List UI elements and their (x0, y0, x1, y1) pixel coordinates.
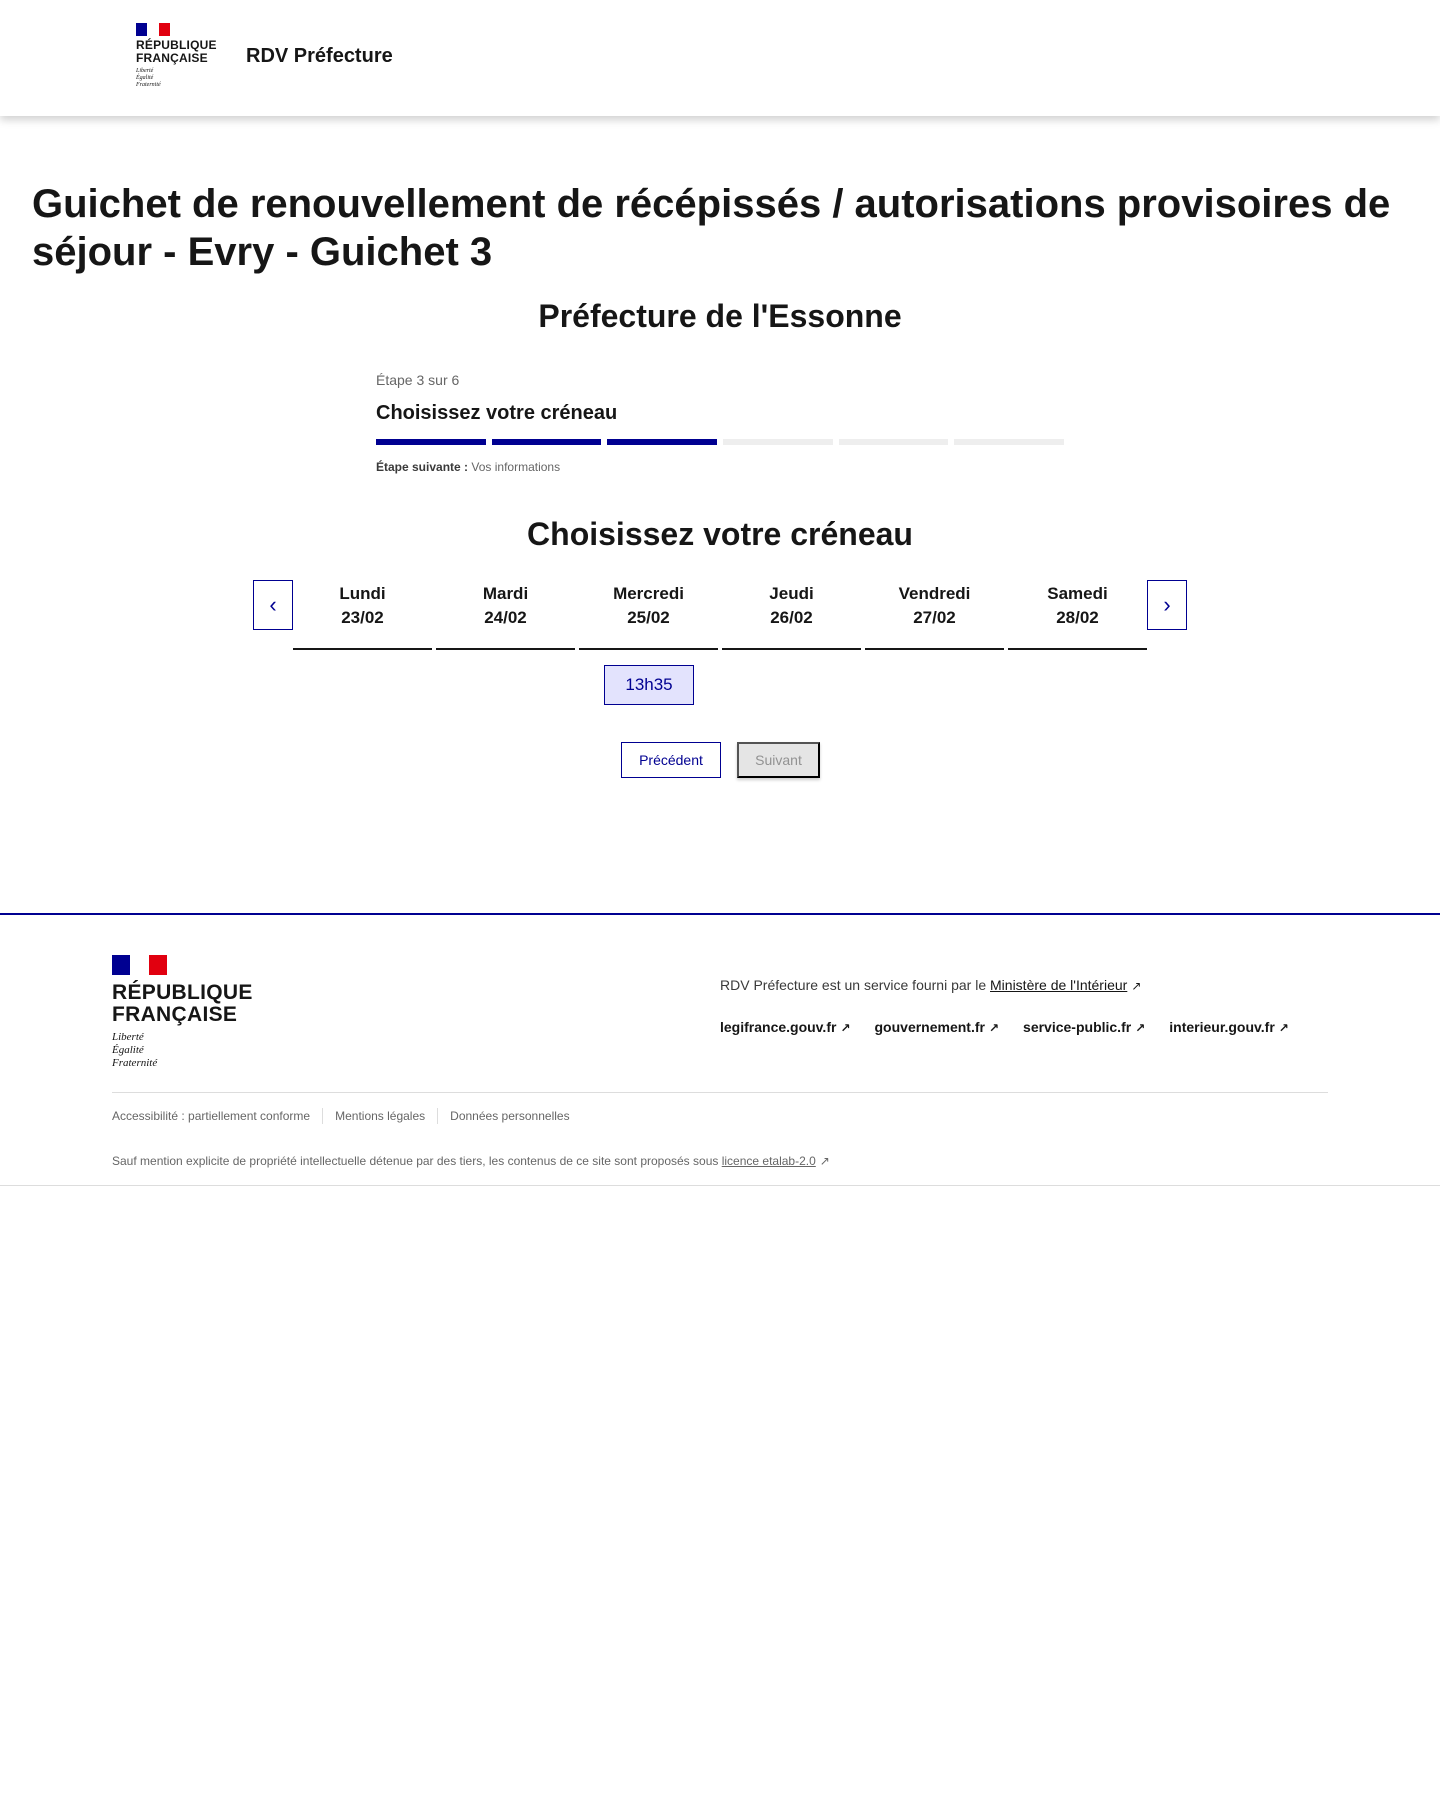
ministry-link[interactable] (990, 977, 1141, 993)
footer-partner-links (720, 1019, 1289, 1035)
day-name: Mercredi (613, 584, 684, 603)
external-link-icon: ↗ (840, 1021, 851, 1035)
stepper-segment (954, 439, 1064, 445)
link-separator (322, 1108, 323, 1124)
day-name: Lundi (339, 584, 386, 603)
service-public-link[interactable] (1023, 1019, 1145, 1035)
day-column (722, 580, 861, 650)
stepper-segment (839, 439, 949, 445)
license-link-label: licence etalab-2.0 (721, 1154, 816, 1168)
motto-liberte: Liberté (112, 1031, 144, 1043)
stepper-segment (723, 439, 833, 445)
chevron-right-icon: › (1163, 592, 1171, 617)
stepper-next-value: Vos informations (471, 460, 561, 474)
day-column (579, 580, 718, 650)
stepper-segment (492, 439, 602, 445)
stepper-progress (376, 439, 1064, 445)
logo-brand-text: RÉPUBLIQUE FRANÇAISE (136, 38, 217, 65)
interieur-label: interieur.gouv.fr (1169, 1019, 1275, 1035)
day-columns (293, 580, 1147, 650)
marianne-flag-icon (136, 23, 170, 36)
footer-brand-text: RÉPUBLIQUE FRANÇAISE (112, 981, 253, 1026)
motto-liberte: Liberté (136, 68, 154, 74)
site-footer (0, 913, 1440, 1186)
gouvernement-label: gouvernement.fr (874, 1019, 985, 1035)
external-link-icon: ↗ (1135, 1021, 1146, 1035)
slot-section-title: Choisissez votre créneau (527, 516, 913, 552)
republique-francaise-logo[interactable] (136, 23, 226, 89)
service-name-link[interactable]: RDV Préfecture (246, 45, 393, 67)
prefecture-name: Préfecture de l'Essonne (538, 298, 902, 334)
accessibility-link[interactable]: Accessibilité : partiellement conforme (112, 1109, 311, 1123)
legifrance-label: legifrance.gouv.fr (720, 1019, 837, 1035)
stepper-next-label: Étape suivante : (376, 460, 469, 474)
day-date: 23/02 (341, 608, 384, 627)
stepper-state: Étape 3 sur 6 (376, 372, 460, 388)
previous-button[interactable]: Précédent (621, 742, 721, 778)
time-slot-button[interactable]: 13h35 (604, 665, 694, 705)
day-column (1008, 580, 1147, 650)
footer-description (720, 977, 1141, 993)
footer-divider (112, 1092, 1328, 1093)
day-date: 27/02 (913, 608, 956, 627)
stepper-title: Choisissez votre créneau (376, 402, 618, 424)
day-column (436, 580, 575, 650)
external-link-icon: ↗ (1131, 979, 1142, 993)
stepper-segment (376, 439, 486, 445)
footer-bottom-links (112, 1108, 570, 1124)
legifrance-link[interactable] (720, 1019, 851, 1035)
stepper-next-step (376, 460, 1064, 474)
personal-data-link[interactable]: Données personnelles (450, 1109, 570, 1123)
link-separator (437, 1108, 438, 1124)
ministry-link-label: Ministère de l'Intérieur (990, 977, 1128, 993)
footer-motto (112, 1031, 262, 1070)
stepper (376, 372, 1064, 474)
site-header (0, 0, 1440, 116)
day-name: Jeudi (769, 584, 814, 603)
interieur-link[interactable] (1169, 1019, 1289, 1035)
next-button-disabled: Suivant (737, 742, 820, 778)
footer-description-text: RDV Préfecture est un service fourni par le (720, 977, 987, 993)
motto-fraternite: Fraternité (112, 1057, 158, 1069)
chevron-left-icon: ‹ (269, 592, 277, 617)
logo-motto (136, 68, 226, 89)
gouvernement-link[interactable] (875, 1019, 1000, 1035)
next-week-button[interactable] (1147, 580, 1187, 630)
external-link-icon: ↗ (1278, 1021, 1289, 1035)
day-date: 24/02 (484, 608, 527, 627)
day-date: 28/02 (1056, 608, 1099, 627)
previous-week-button[interactable] (253, 580, 293, 630)
license-notice (112, 1154, 830, 1168)
license-link[interactable] (722, 1154, 830, 1168)
day-name: Samedi (1047, 584, 1108, 603)
external-link-icon: ↗ (819, 1154, 830, 1168)
day-date: 26/02 (770, 608, 813, 627)
motto-egalite: Égalité (136, 75, 154, 81)
service-public-label: service-public.fr (1023, 1019, 1132, 1035)
day-column (865, 580, 1004, 650)
legal-notice-link[interactable]: Mentions légales (335, 1109, 426, 1123)
marianne-flag-icon (112, 955, 167, 975)
day-name: Mardi (482, 584, 529, 603)
motto-fraternite: Fraternité (136, 82, 161, 88)
stepper-segment (607, 439, 717, 445)
motto-egalite: Égalité (112, 1044, 144, 1056)
day-name: Vendredi (898, 584, 971, 603)
day-column (293, 580, 432, 650)
footer-logo[interactable] (112, 955, 262, 1070)
license-text: Sauf mention explicite de propriété intellectuelle détenue par des tiers, les contenus de ce site sont proposés sous (112, 1154, 719, 1168)
day-date: 25/02 (627, 608, 670, 627)
page-title: Guichet de renouvellement de récépissés / autorisations provisoires de séjour - Evry - Guichet 3 (32, 182, 1391, 274)
external-link-icon: ↗ (988, 1021, 1000, 1035)
